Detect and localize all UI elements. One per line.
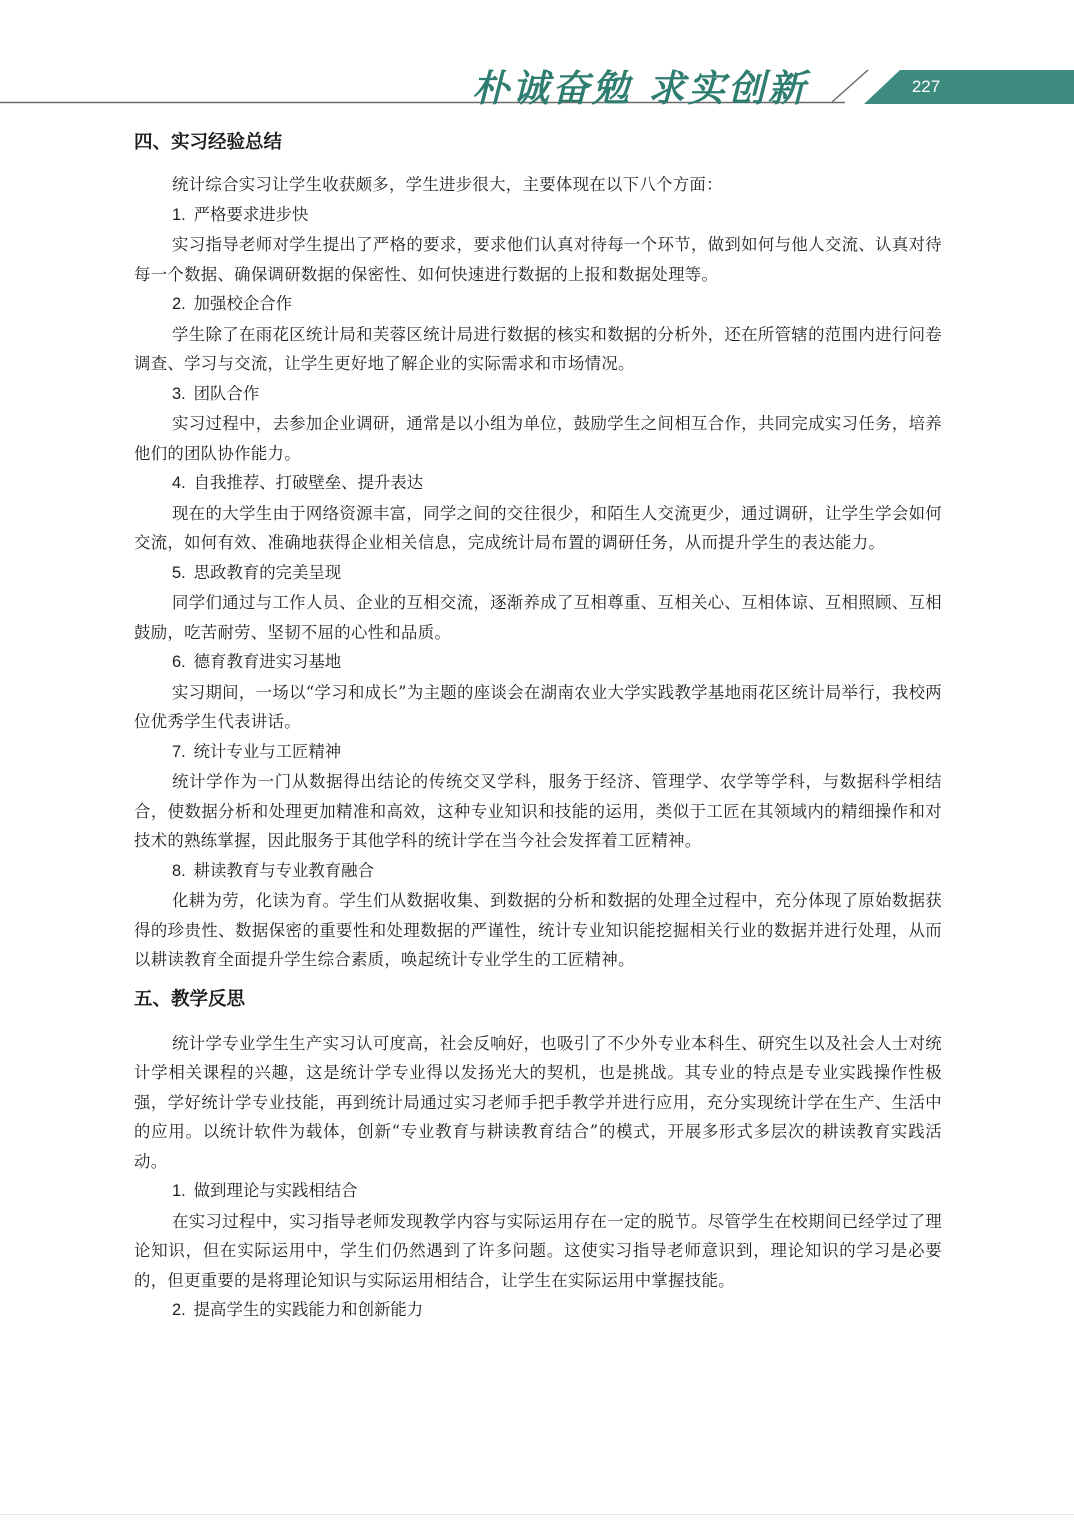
section-5-intro: 统计学专业学生生产实习认可度高，社会反响好，也吸引了不少外专业本科生、研究生以及社会人士对统计学相关课程的兴趣，这是统计学专业得以发扬光大的契机，也是挑战。其专业的特点是专业实践操作性极强，学好统计学专业技能，再到统计局通过实习老师手把手教学并进行应用，充分实现统计学在生产、生活中的应用。以统计软件为载体，创新“专业教育与耕读教育结合”的模式，开展多形式多层次的耕读教育实践活动。: [134, 1033, 942, 1171]
section-4-intro: 统计综合实习让学生收获颇多，学生进步很大，主要体现在以下八个方面：: [172, 175, 723, 194]
item-body: 化耕为劳，化读为育。学生们从数据收集、到数据的分析和数据的处理全过程中，充分体现了原始数据获得的珍贵性、数据保密的重要性和处理数据的严谨性，统计专业知识能挖掘相关行业的数据并进行处理，从而以耕读教育全面提升学生综合素质，唤起统计专业学生的工匠精神。: [134, 891, 942, 969]
item-number: 7.: [172, 742, 186, 761]
page-header: [0, 0, 1074, 110]
item-title: [134, 200, 942, 231]
item-title-text: 耕读教育与专业教育融合: [193, 860, 374, 880]
section-4-item: [134, 200, 942, 290]
section-heading-5: 五、教学反思: [134, 988, 246, 1010]
section-4-item: [134, 856, 942, 975]
item-title-text: 提高学生的实践能力和创新能力: [193, 1300, 424, 1319]
section-4-item: [134, 468, 942, 558]
school-motto: 朴诚奋勉 求实创新: [472, 66, 808, 110]
item-title-text: 思政教育的完美呈现: [193, 562, 342, 582]
page-number-tab: [864, 70, 1074, 104]
item-body: 在实习过程中，实习指导老师发现教学内容与实际运用存在一定的脱节。尽管学生在校期间已经学过了理论知识，但在实际运用中，学生们仍然遇到了许多问题。这使实习指导老师意识到，理论知识的学习是必要的，但更重要的是将理论知识与实际运用相结合，让学生在实际运用中掌握技能。: [134, 1211, 942, 1290]
item-body: 学生除了在雨花区统计局和芙蓉区统计局进行数据的核实和数据的分析外，还在所管辖的范围内进行问卷调查、学习与交流，让学生更好地了解企业的实际需求和市场情况。: [134, 324, 942, 373]
item-number: 6.: [172, 653, 186, 671]
section-heading-4: 四、实习经验总结: [134, 132, 283, 153]
item-body: 实习期间，一场以“学习和成长”为主题的座谈会在湖南农业大学实践教学基地雨花区统计局举行，我校两位优秀学生代表讲话。: [134, 682, 942, 731]
item-number: 5.: [172, 563, 186, 582]
section-4-item: [134, 558, 942, 648]
item-body: 同学们通过与工作人员、企业的互相交流，逐渐养成了互相尊重、互相关心、互相体谅、互相照顾、互相鼓励，吃苦耐劳、坚韧不屈的心性和品质。: [134, 593, 942, 642]
item-number: 2.: [172, 1301, 186, 1319]
item-title: [134, 1295, 942, 1326]
item-title-text: 团队合作: [193, 383, 260, 403]
item-body: 实习过程中，去参加企业调研，通常是以小组为单位，鼓励学生之间相互合作，共同完成实习任务，培养他们的团队协作能力。: [134, 414, 942, 463]
item-number: 1.: [172, 205, 186, 224]
section-4-item: [134, 289, 942, 379]
item-title: [134, 856, 942, 887]
item-title-text: 加强校企合作: [193, 294, 293, 313]
item-title-text: 德育教育进实习基地: [193, 652, 342, 671]
item-title-text: 统计专业与工匠精神: [193, 741, 342, 761]
item-title: [134, 737, 942, 768]
item-title: [134, 558, 942, 589]
section-4-item: [134, 737, 942, 856]
item-number: 2.: [172, 295, 186, 313]
page-bottom-rule: [0, 1514, 1074, 1515]
section-5-item: [134, 1176, 942, 1295]
page-number: 227: [911, 77, 941, 96]
item-number: 3.: [172, 384, 186, 403]
item-title: [134, 289, 942, 320]
section-5-item: [134, 1295, 942, 1326]
item-number: 8.: [172, 861, 186, 880]
item-title-text: 做到理论与实践相结合: [193, 1181, 358, 1200]
page-content: [134, 128, 942, 1326]
item-title: [134, 468, 942, 499]
item-title: [134, 1176, 942, 1207]
item-title-text: 严格要求进步快: [193, 204, 309, 224]
item-title-text: 自我推荐、打破壁垒、提升表达: [193, 473, 424, 492]
item-number: 1.: [172, 1182, 186, 1200]
section-4-item: [134, 647, 942, 737]
item-title: [134, 379, 942, 410]
item-number: 4.: [172, 474, 186, 492]
section-4-item: [134, 379, 942, 469]
item-title: [134, 647, 942, 678]
item-body: 统计学作为一门从数据得出结论的传统交叉学科，服务于经济、管理学、农学等学科，与数据科学相结合，使数据分析和处理更加精准和高效，这种专业知识和技能的运用，类似于工匠在其领域内的精细操作和对技术的熟练掌握，因此服务于其他学科的统计学在当今社会发挥着工匠精神。: [134, 772, 942, 850]
item-body: 实习指导老师对学生提出了严格的要求，要求他们认真对待每一个环节，做到如何与他人交流、认真对待每一个数据、确保调研数据的保密性、如何快速进行数据的上报和数据处理等。: [134, 235, 942, 284]
item-body: 现在的大学生由于网络资源丰富，同学之间的交往很少，和陌生人交流更少，通过调研，让学生学会如何交流，如何有效、准确地获得企业相关信息，完成统计局布置的调研任务，从而提升学生的表达能力。: [134, 503, 942, 552]
